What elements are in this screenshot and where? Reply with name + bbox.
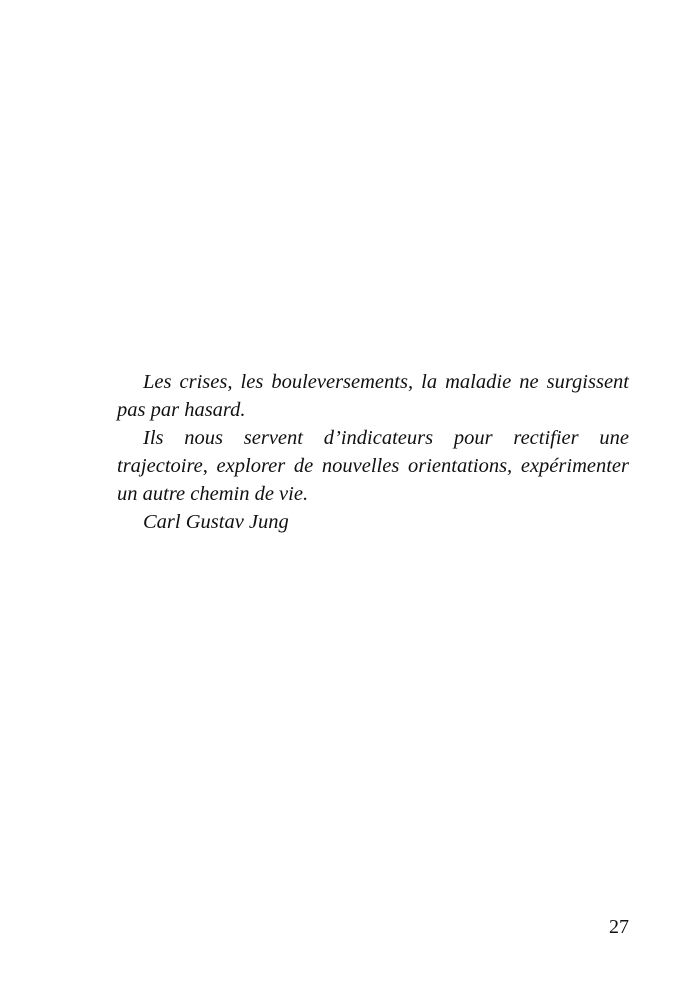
quote-paragraph-2: Ils nous servent d’indicateurs pour rectifier une trajectoire, explorer de nouvelles orientations, expérimenter un autre chemin de vie. xyxy=(117,427,629,505)
epigraph-quote xyxy=(117,368,629,536)
quote-paragraph-1: Les crises, les bouleversements, la maladie ne surgissent pas par hasard. xyxy=(117,371,629,421)
quote-author: Carl Gustav Jung xyxy=(143,511,289,533)
page-number: 27 xyxy=(609,916,629,938)
